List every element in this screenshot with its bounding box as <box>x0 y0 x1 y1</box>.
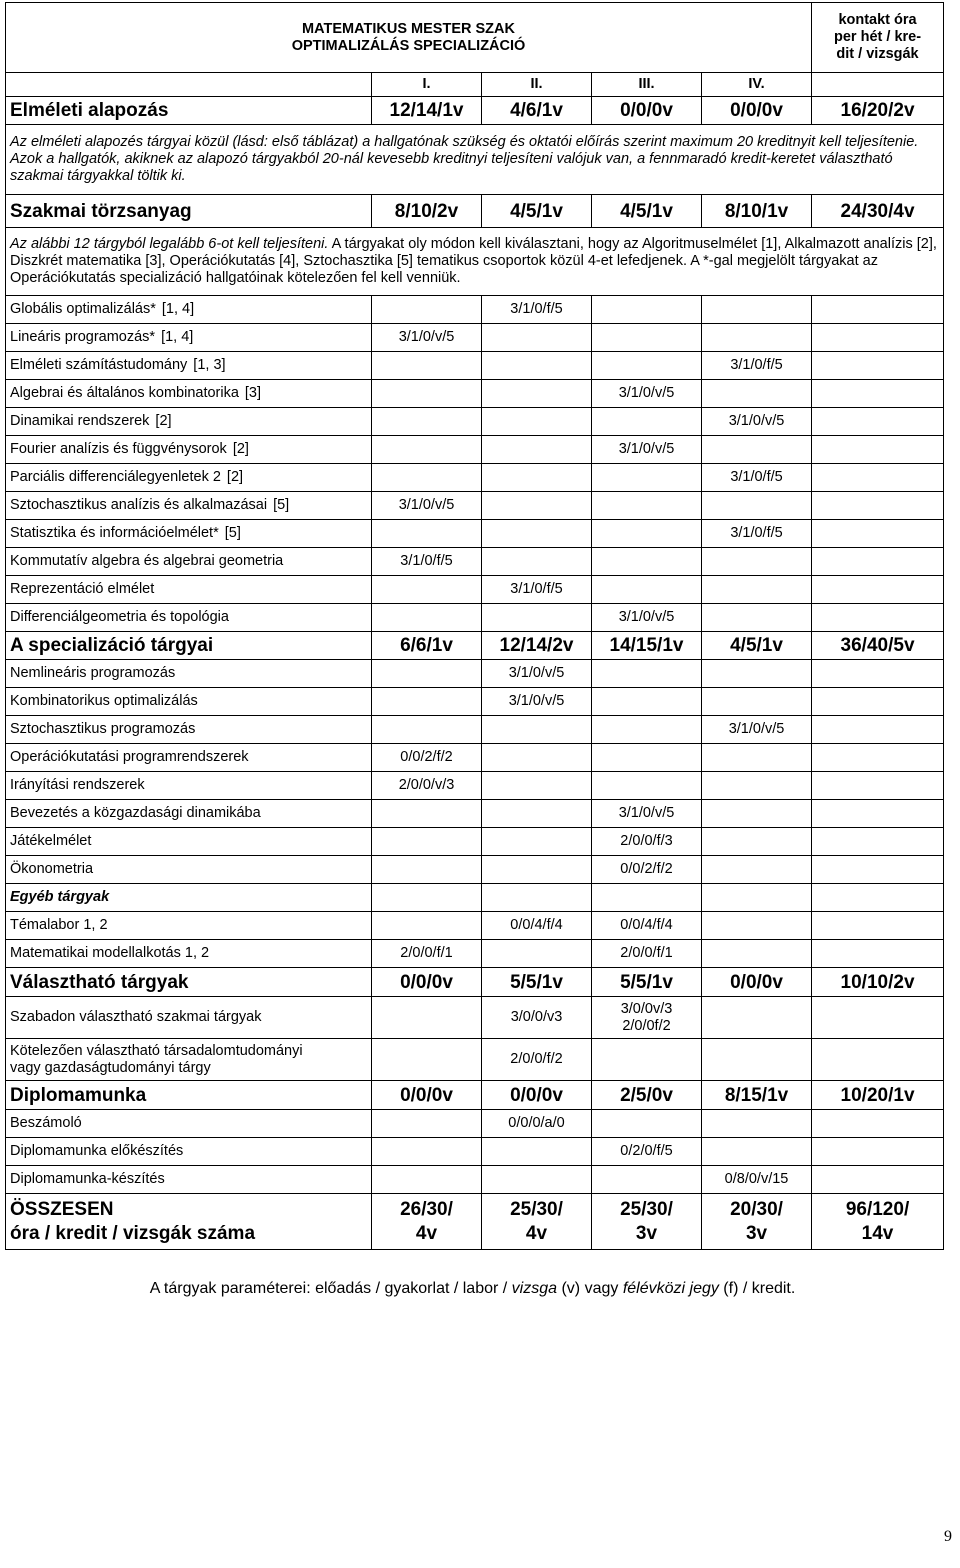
course-row <box>6 604 944 632</box>
course-cell <box>702 856 812 884</box>
course-name: Operációkutatási programrendszerek <box>10 749 249 765</box>
section-value: 0/0/0v <box>592 97 702 125</box>
course-row <box>6 912 944 940</box>
course-cell <box>592 1166 702 1194</box>
section-value: 4/6/1v <box>482 97 592 125</box>
course-cell <box>812 856 944 884</box>
course-cell: 2/0/0/f/1 <box>592 940 702 968</box>
course-cell <box>812 912 944 940</box>
course-cell <box>482 352 592 380</box>
course-group-ref: [2] <box>226 469 244 485</box>
course-cell: 3/1/0/f/5 <box>372 548 482 576</box>
empty-cell <box>812 73 944 97</box>
section-total: 10/20/1v <box>812 1081 944 1110</box>
section-value: 0/0/0v <box>372 968 482 997</box>
course-group-ref: [2] <box>155 413 172 429</box>
course-row <box>6 828 944 856</box>
course-name-cell <box>6 940 372 968</box>
course-cell <box>702 688 812 716</box>
course-row <box>6 464 944 492</box>
course-cell <box>812 436 944 464</box>
course-row <box>6 856 944 884</box>
course-cell <box>702 1138 812 1166</box>
course-cell <box>812 688 944 716</box>
course-cell <box>482 856 592 884</box>
course-cell <box>702 800 812 828</box>
course-cell <box>592 296 702 324</box>
title-line-1: MATEMATIKUS MESTER SZAK <box>302 20 515 37</box>
course-cell <box>812 716 944 744</box>
course-cell <box>372 296 482 324</box>
course-cell <box>702 576 812 604</box>
section-elmeleti <box>6 97 944 125</box>
course-cell <box>482 408 592 436</box>
course-name-cell <box>6 688 372 716</box>
course-name: Beszámoló <box>10 1115 82 1131</box>
course-cell <box>372 352 482 380</box>
course-cell <box>702 940 812 968</box>
section-value: 5/5/1v <box>482 968 592 997</box>
elmeleti-note: Az elméleti alapozés tárgyai közül (lásd: első táblázat) a hallgatónak szükség és oktatói előírás szerint maximum 20 kreditnyit kell teljesítenie. Azok a hallgatók, akiknek az alapozó tárgyakból 20-nál kevesebb kreditnyi teljesíteni valójuk van, a fennmaradó kredit-keretet választható szakmai tárgyakkal töltik ki. <box>6 125 944 195</box>
course-cell: 0/0/0/a/0 <box>482 1110 592 1138</box>
course-cell: 3/1/0/v/5 <box>592 800 702 828</box>
course-cell <box>372 520 482 548</box>
course-name: Sztochasztikus analízis és alkalmazásai <box>10 497 268 513</box>
course-cell <box>702 548 812 576</box>
course-cell <box>372 800 482 828</box>
section-name: Szakmai törzsanyag <box>6 195 372 228</box>
section-value: 4/5/1v <box>702 632 812 660</box>
course-name-cell <box>6 436 372 464</box>
course-name-cell <box>6 380 372 408</box>
course-cell-line: 3/0/0v/3 <box>620 1000 673 1017</box>
course-name: Sztochasztikus programozás <box>10 721 196 737</box>
course-row <box>6 548 944 576</box>
course-cell: 2/0/0/f/3 <box>592 828 702 856</box>
kontakt-line-2: per hét / kre- <box>834 29 922 45</box>
course-group-ref: [3] <box>244 385 262 401</box>
section-value: 0/0/0v <box>702 968 812 997</box>
course-name-cell <box>6 408 372 436</box>
elmeleti-note-row <box>6 125 944 195</box>
course-cell <box>812 464 944 492</box>
course-name: Globális optimalizálás* <box>10 301 156 317</box>
course-cell <box>812 604 944 632</box>
course-name: Ökonometria <box>10 861 94 877</box>
course-name: Kommutatív algebra és algebrai geometria <box>10 553 284 569</box>
course-cell <box>702 296 812 324</box>
course-cell <box>372 576 482 604</box>
course-cell <box>372 464 482 492</box>
course-row <box>6 352 944 380</box>
course-row <box>6 1110 944 1138</box>
course-cell <box>592 548 702 576</box>
curriculum-body <box>6 3 944 1250</box>
course-cell <box>372 912 482 940</box>
course-name-cell <box>6 716 372 744</box>
total-value: 20/30/ 3v <box>702 1194 812 1250</box>
course-row <box>6 772 944 800</box>
course-cell <box>592 408 702 436</box>
course-row <box>6 940 944 968</box>
course-name-cell <box>6 520 372 548</box>
course-cell <box>482 464 592 492</box>
course-cell <box>812 1138 944 1166</box>
course-cell <box>372 380 482 408</box>
section-total: 24/30/4v <box>812 195 944 228</box>
course-cell: 0/8/0/v/15 <box>702 1166 812 1194</box>
course-cell: 3/1/0/v/5 <box>702 716 812 744</box>
course-name: Parciális differenciálegyenletek 2 <box>10 469 221 485</box>
section-value: 4/5/1v <box>592 195 702 228</box>
course-name-cell <box>6 1138 372 1166</box>
semester-4-header: IV. <box>702 73 812 97</box>
section-value: 0/0/0v <box>372 1081 482 1110</box>
course-name: Játékelmélet <box>10 833 92 849</box>
valaszthato-row-1 <box>6 997 944 1039</box>
section-value: 12/14/2v <box>482 632 592 660</box>
course-cell <box>702 380 812 408</box>
course-cell <box>702 324 812 352</box>
course-group-ref: [1, 3] <box>193 357 226 373</box>
course-cell <box>482 520 592 548</box>
course-cell <box>592 464 702 492</box>
course-cell <box>482 940 592 968</box>
course-cell <box>592 352 702 380</box>
section-name: Választható tárgyak <box>6 968 372 997</box>
course-row <box>6 1166 944 1194</box>
section-value: 8/15/1v <box>702 1081 812 1110</box>
course-cell <box>702 744 812 772</box>
szakmai-note-rest: A tárgyakat oly módon kell kiválasztani, hogy az Algoritmuselmélet [1], Alkalmazott analízis [2], Diszkrét matematika [3], Operációkutatás [4], Sztochasztika [5] tematikus csoportok közül 4-et lefedjenek. A *-gal megjelölt tárgyakat az Operációkutatás specializáció hallgatóinak kötelezően fel kell venniük. <box>10 236 937 286</box>
course-group-ref: [1, 4] <box>161 301 195 317</box>
course-cell <box>482 380 592 408</box>
course-cell <box>372 716 482 744</box>
course-row <box>6 520 944 548</box>
total-label-line-2: óra / kredit / vizsgák száma <box>10 1222 256 1244</box>
course-cell: 0/0/2/f/2 <box>592 856 702 884</box>
semester-1-header: I. <box>372 73 482 97</box>
course-cell <box>812 296 944 324</box>
section-total: 10/10/2v <box>812 968 944 997</box>
title-row <box>6 3 944 73</box>
course-cell: 2/0/0/f/2 <box>482 1039 592 1081</box>
course-name: Diplomamunka előkészítés <box>10 1143 184 1159</box>
semester-3-header: III. <box>592 73 702 97</box>
course-cell <box>482 492 592 520</box>
course-name: Dinamikai rendszerek <box>10 413 150 429</box>
course-cell <box>812 352 944 380</box>
course-group-ref: [2] <box>232 441 249 457</box>
course-cell-multiline <box>592 997 702 1039</box>
course-cell <box>482 744 592 772</box>
course-cell <box>812 1166 944 1194</box>
course-cell: 3/0/0/v3 <box>482 997 592 1039</box>
total-value: 25/30/ 4v <box>482 1194 592 1250</box>
course-cell: 3/1/0/f/5 <box>702 520 812 548</box>
course-name: Fourier analízis és függvénysorok <box>10 441 227 457</box>
course-cell: 3/1/0/f/5 <box>482 296 592 324</box>
course-name: Reprezentáció elmélet <box>10 581 155 597</box>
section-szakmai <box>6 195 944 228</box>
course-cell: 3/1/0/f/5 <box>702 352 812 380</box>
course-group-ref: [5] <box>273 497 290 513</box>
course-row <box>6 688 944 716</box>
szakmai-note-row <box>6 228 944 296</box>
course-cell <box>482 772 592 800</box>
course-name: Nemlineáris programozás <box>10 665 176 681</box>
course-name: Elméleti számítástudomány <box>10 357 188 373</box>
course-cell <box>592 660 702 688</box>
course-name-cell <box>6 912 372 940</box>
course-cell <box>812 520 944 548</box>
course-cell <box>702 436 812 464</box>
section-value: 8/10/1v <box>702 195 812 228</box>
course-name-cell <box>6 464 372 492</box>
course-cell <box>372 828 482 856</box>
course-name-cell <box>6 828 372 856</box>
course-row <box>6 576 944 604</box>
course-cell <box>372 408 482 436</box>
course-cell <box>482 1138 592 1166</box>
course-cell <box>702 912 812 940</box>
course-name-line: vagy gazdaságtudományi tárgy <box>10 1059 211 1076</box>
szakmai-note <box>6 228 944 296</box>
course-cell <box>812 744 944 772</box>
course-row <box>6 380 944 408</box>
course-name: Lineáris programozás* <box>10 329 156 345</box>
course-cell: 3/1/0/v/5 <box>372 324 482 352</box>
course-cell <box>812 380 944 408</box>
course-cell: 2/0/0/v/3 <box>372 772 482 800</box>
course-name-cell <box>6 548 372 576</box>
course-name-cell <box>6 856 372 884</box>
egyeb-title: Egyéb tárgyak <box>6 884 372 912</box>
section-value: 14/15/1v <box>592 632 702 660</box>
course-cell <box>482 828 592 856</box>
course-name: Differenciálgeometria és topológia <box>10 609 229 625</box>
course-group-ref: [5] <box>224 525 241 541</box>
course-name-cell <box>6 324 372 352</box>
section-value: 5/5/1v <box>592 968 702 997</box>
course-row <box>6 436 944 464</box>
course-name: Kombinatorikus optimalizálás <box>10 693 198 709</box>
section-value: 6/6/1v <box>372 632 482 660</box>
footnote-text-italic: vizsga <box>511 1280 558 1297</box>
footnote-text: (v) vagy <box>557 1280 623 1297</box>
course-cell <box>592 688 702 716</box>
course-cell <box>482 800 592 828</box>
course-cell <box>812 548 944 576</box>
footnote-text: A tárgyak paraméterei: előadás / gyakorlat / labor / <box>149 1280 512 1297</box>
course-cell: 3/1/0/f/5 <box>482 576 592 604</box>
course-cell <box>592 492 702 520</box>
course-cell <box>812 324 944 352</box>
course-cell <box>812 1110 944 1138</box>
course-row <box>6 296 944 324</box>
course-cell <box>702 1110 812 1138</box>
course-name: Statisztika és információelmélet* <box>10 525 219 541</box>
section-diploma <box>6 1081 944 1110</box>
footnote-text-italic: félévközi jegy <box>622 1280 719 1297</box>
total-label-line-1: ÖSSZESEN <box>10 1198 114 1220</box>
course-name-cell <box>6 772 372 800</box>
course-cell <box>482 436 592 464</box>
section-value: 0/0/0v <box>482 1081 592 1110</box>
course-name-cell <box>6 800 372 828</box>
course-name: Irányítási rendszerek <box>10 777 145 793</box>
course-name: Algebrai és általános kombinatorika <box>10 385 239 401</box>
course-cell: 3/1/0/v/5 <box>592 604 702 632</box>
section-specializacio <box>6 632 944 660</box>
course-name-cell <box>6 744 372 772</box>
section-value: 12/14/1v <box>372 97 482 125</box>
course-cell <box>372 1138 482 1166</box>
total-value: 26/30/ 4v <box>372 1194 482 1250</box>
course-name: Matematikai modellalkotás 1, 2 <box>10 945 210 961</box>
course-cell: 0/0/2/f/2 <box>372 744 482 772</box>
section-value: 2/5/0v <box>592 1081 702 1110</box>
course-name: Diplomamunka-készítés <box>10 1171 165 1187</box>
course-cell <box>592 1110 702 1138</box>
course-cell-line: 2/0/0f/2 <box>622 1017 671 1034</box>
course-cell: 0/0/4/f/4 <box>482 912 592 940</box>
footnote-text: (f) / kredit. <box>718 1280 796 1297</box>
egyeb-row <box>6 884 944 912</box>
course-name: Szabadon választható szakmai tárgyak <box>6 997 372 1039</box>
course-name-cell <box>6 296 372 324</box>
course-name: Bevezetés a közgazdasági dinamikába <box>10 805 261 821</box>
course-cell: 3/1/0/f/5 <box>702 464 812 492</box>
course-cell <box>812 772 944 800</box>
course-row <box>6 408 944 436</box>
course-cell <box>592 744 702 772</box>
title-line-2: OPTIMALIZÁLÁS SPECIALIZÁCIÓ <box>291 37 526 54</box>
page-number: 9 <box>944 1528 952 1545</box>
course-cell <box>372 1166 482 1194</box>
course-name-cell <box>6 576 372 604</box>
course-cell: 3/1/0/v/5 <box>702 408 812 436</box>
course-row <box>6 492 944 520</box>
course-name-multiline <box>6 1039 372 1081</box>
course-cell <box>702 492 812 520</box>
section-value: 4/5/1v <box>482 195 592 228</box>
course-cell <box>372 660 482 688</box>
course-row <box>6 324 944 352</box>
course-cell <box>372 856 482 884</box>
kontakt-header <box>812 3 944 73</box>
course-cell <box>812 800 944 828</box>
course-cell <box>812 660 944 688</box>
section-name: Elméleti alapozás <box>6 97 372 125</box>
course-cell <box>482 604 592 632</box>
course-cell <box>482 548 592 576</box>
kontakt-line-3: dit / vizsgák <box>836 46 919 62</box>
course-name-cell <box>6 352 372 380</box>
total-value: 25/30/ 3v <box>592 1194 702 1250</box>
section-value: 0/0/0v <box>702 97 812 125</box>
course-cell <box>592 716 702 744</box>
footnote <box>0 1280 945 1298</box>
course-cell <box>702 772 812 800</box>
course-cell <box>812 492 944 520</box>
course-row <box>6 660 944 688</box>
course-name-cell <box>6 604 372 632</box>
course-cell <box>702 660 812 688</box>
course-name-cell <box>6 660 372 688</box>
semester-2-header: II. <box>482 73 592 97</box>
course-cell: 3/1/0/v/5 <box>592 436 702 464</box>
course-cell <box>482 716 592 744</box>
course-group-ref: [1, 4] <box>161 329 194 345</box>
course-cell <box>702 828 812 856</box>
course-cell: 3/1/0/v/5 <box>482 688 592 716</box>
course-row <box>6 716 944 744</box>
course-row <box>6 1138 944 1166</box>
course-cell: 3/1/0/v/5 <box>592 380 702 408</box>
course-cell: 0/0/4/f/4 <box>592 912 702 940</box>
course-cell <box>592 324 702 352</box>
course-cell <box>812 408 944 436</box>
section-valaszthato <box>6 968 944 997</box>
course-cell <box>592 772 702 800</box>
section-total: 36/40/5v <box>812 632 944 660</box>
section-name: A specializáció tárgyai <box>6 632 372 660</box>
course-cell: 0/2/0/f/5 <box>592 1138 702 1166</box>
course-cell <box>372 604 482 632</box>
course-cell <box>372 688 482 716</box>
course-cell <box>482 324 592 352</box>
section-total: 16/20/2v <box>812 97 944 125</box>
course-cell <box>372 436 482 464</box>
course-cell: 3/1/0/v/5 <box>372 492 482 520</box>
course-cell <box>812 576 944 604</box>
total-row <box>6 1194 944 1250</box>
course-row <box>6 800 944 828</box>
program-title <box>6 3 812 73</box>
course-name-cell <box>6 492 372 520</box>
szakmai-note-italic: Az alábbi 12 tárgyból legalább 6-ot kell teljesíteni. <box>10 236 329 252</box>
total-label <box>6 1194 372 1250</box>
course-name-cell <box>6 1166 372 1194</box>
semester-header-row <box>6 73 944 97</box>
section-name: Diplomamunka <box>6 1081 372 1110</box>
course-name-line: Kötelezően választható társadalomtudományi <box>10 1042 303 1059</box>
total-grand-value: 96/120/ 14v <box>812 1194 944 1250</box>
course-name-cell <box>6 1110 372 1138</box>
course-cell <box>592 576 702 604</box>
empty-cell <box>6 73 372 97</box>
course-cell <box>482 1166 592 1194</box>
curriculum-table <box>5 2 944 1250</box>
course-name: Témalabor 1, 2 <box>10 917 108 933</box>
section-value: 8/10/2v <box>372 195 482 228</box>
course-cell <box>372 1110 482 1138</box>
kontakt-line-1: kontakt óra <box>838 12 917 28</box>
course-cell: 3/1/0/v/5 <box>482 660 592 688</box>
course-cell: 2/0/0/f/1 <box>372 940 482 968</box>
course-cell <box>812 828 944 856</box>
course-cell <box>702 604 812 632</box>
valaszthato-row-2 <box>6 1039 944 1081</box>
course-row <box>6 744 944 772</box>
course-cell <box>812 940 944 968</box>
course-cell <box>592 520 702 548</box>
